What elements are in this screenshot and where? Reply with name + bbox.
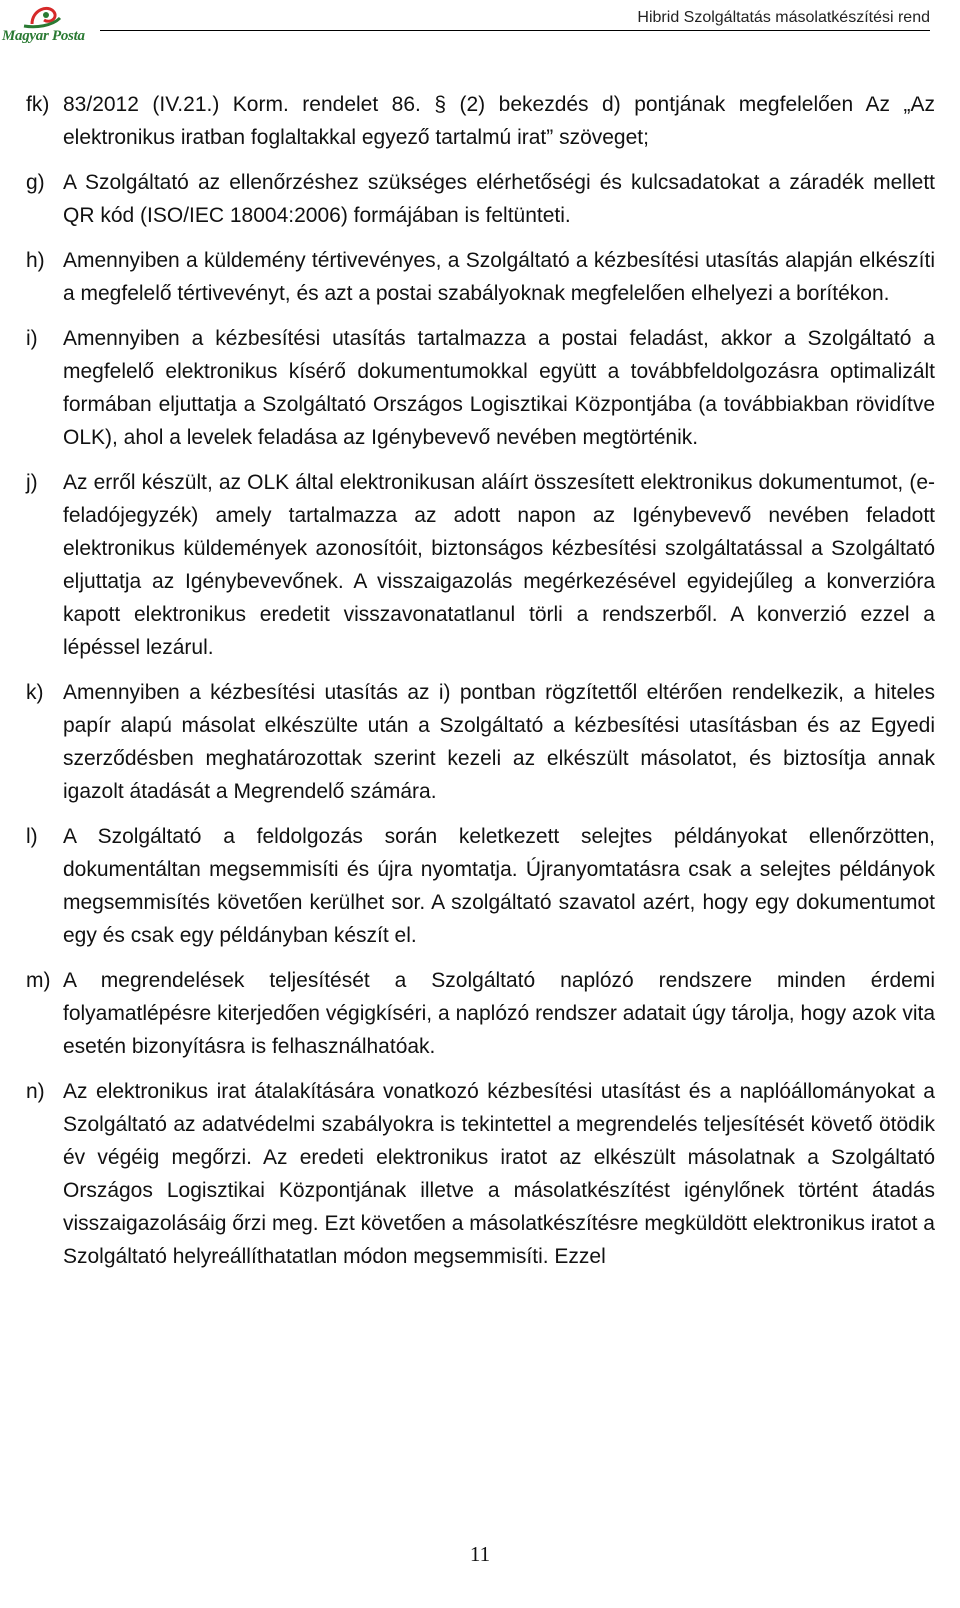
item-marker: m) [26,969,51,992]
list-item [26,166,935,232]
item-text: A megrendelések teljesítését a Szolgáltató naplózó rendszere minden érdemi folyamatlépésre kiterjedően végigkíséri, a naplózó rendszer adatait úgy tárolja, hogy azok vita esetén bizonyításra is felhasználhatóak. [63,969,935,1058]
list-item [26,1075,935,1273]
item-text: A Szolgáltató a feldolgozás során keletkezett selejtes példányokat ellenőrzötten, dokumentáltan megsemmisíti és újra nyomtatja. Újranyomtatásra csak a selejtes példányok megsemmisítés követően kerülhet sor. A szolgáltató szavatol azért, hogy egy dokumentumot egy és csak egy példányban készít el. [63,825,935,947]
item-text: Az elektronikus irat átalakítására vonatkozó kézbesítési utasítást és a naplóállományokat a Szolgáltató az adatvédelmi szabályokra is tekintettel a megrendelés teljesítését követő ötödik év végéig megőrzi. Az eredeti elektronikus iratot az elkészült másolatnak a Szolgáltató Országos Logisztikai Központjának illetve a másolatkészítést igénylőnek történt átadás visszaigazolásáig őrzi meg. Ezt követően a másolatkészítésre megküldött elektronikus iratot a Szolgáltató helyreállíthatatlan módon megsemmisíti. Ezzel [63,1080,935,1268]
list-item [26,820,935,952]
header-title: Hibrid Szolgáltatás másolatkészítési rend [637,9,930,26]
posthorn-icon [2,0,82,30]
item-text: 83/2012 (IV.21.) Korm. rendelet 86. § (2) bekezdés d) pontjának megfelelően Az „Az elektronikus iratban foglaltakkal egyező tartalmú irat” szöveget; [63,93,935,149]
logo-text: Magyar Posta [2,28,85,44]
item-marker: i) [26,327,38,350]
item-marker: l) [26,825,38,848]
list-item [26,964,935,1063]
header-rule [100,30,930,31]
magyar-posta-logo [2,0,85,56]
item-text: Az erről készült, az OLK által elektronikusan aláírt összesített elektronikus dokumentumot, (e-feladójegyzék) amely tartalmazza az adott napon az Igénybevevő nevében feladott elektronikus küldemények azonosítóit, biztonságos kézbesítési szolgáltatással a Szolgáltató eljuttatja az Igénybevevőnek. A visszaigazolás megérkezésével egyidejűleg a konverzióra kapott elektronikus eredetit visszavonatatlanul törli a rendszerből. A konverzió ezzel a lépéssel lezárul. [63,471,935,659]
item-marker: n) [26,1080,45,1103]
list-item [26,676,935,808]
item-marker: k) [26,681,44,704]
list-item [26,88,935,154]
page-number: 11 [469,1542,491,1566]
document-body [26,88,935,1285]
item-text: Amennyiben a kézbesítési utasítás az i) pontban rögzítettől eltérően rendelkezik, a hiteles papír alapú másolat elkészülte után a Szolgáltató a kézbesítési utasításban és az Egyedi szerződésben meghatározottak szerint kezeli az elkészült másolatot, és biztosítja annak igazolt átadását a Megrendelő számára. [63,681,935,803]
item-text: Amennyiben a kézbesítési utasítás tartalmazza a postai feladást, akkor a Szolgáltató a megfelelő elektronikus kísérő dokumentumokkal együtt a továbbfeldolgozásra optimalizált formában eljuttatja a Szolgáltató Országos Logisztikai Központjába (a továbbiakban rövidítve OLK), ahol a levelek feladása az Igénybevevő nevében megtörténik. [63,327,935,449]
item-text: A Szolgáltató az ellenőrzéshez szükséges elérhetőségi és kulcsadatokat a záradék mellett QR kód (ISO/IEC 18004:2006) formájában is feltünteti. [63,171,935,227]
list-item [26,322,935,454]
item-marker: fk) [26,93,50,116]
item-marker: j) [26,471,38,494]
list-item [26,244,935,310]
page-header [0,0,960,60]
item-text: Amennyiben a küldemény tértivevényes, a Szolgáltató a kézbesítési utasítás alapján elkészíti a megfelelő tértivevényt, és azt a postai szabályoknak megfelelően elhelyezi a borítékon. [63,249,935,305]
list-item [26,466,935,664]
item-marker: g) [26,171,45,194]
item-marker: h) [26,249,45,272]
